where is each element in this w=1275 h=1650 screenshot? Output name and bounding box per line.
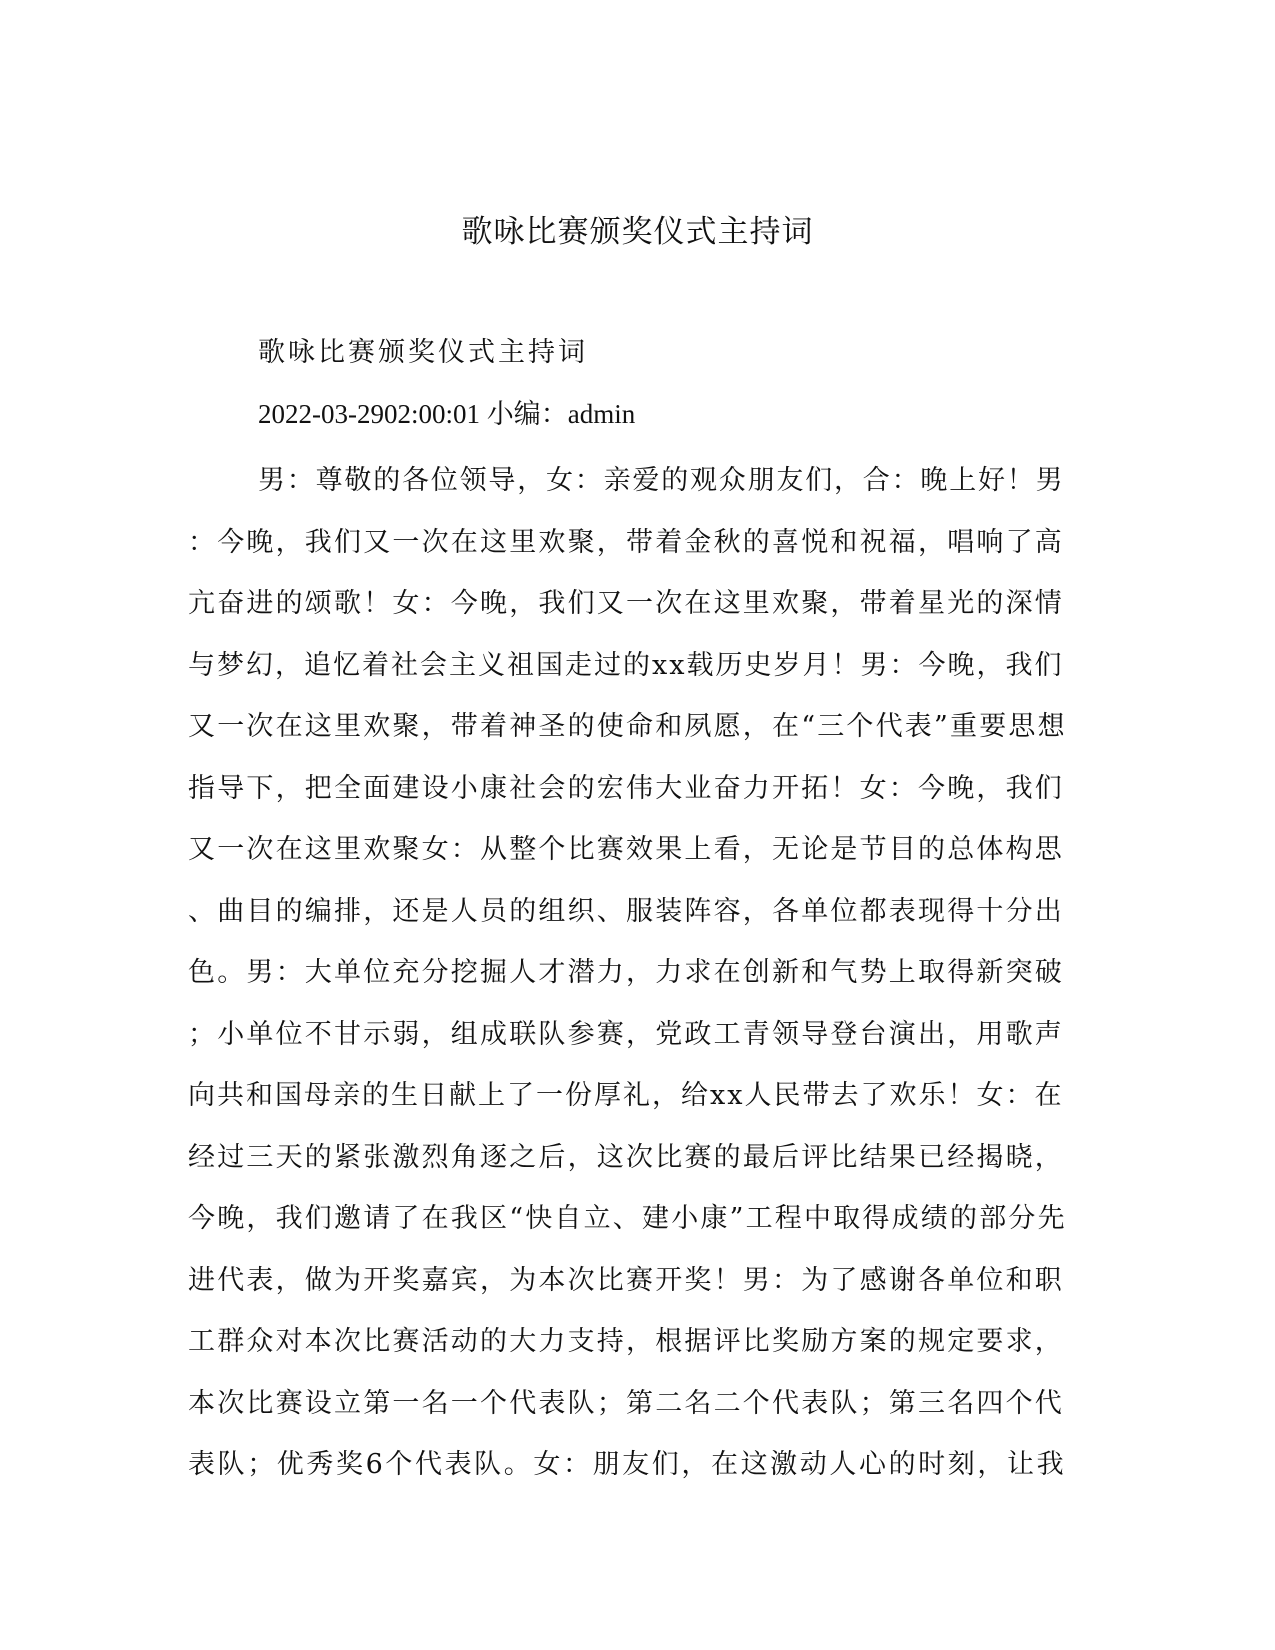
body-line: 经过三天的紧张激烈角逐之后，这次比赛的最后评比结果已经揭晓， <box>188 1141 1064 1173</box>
document-subtitle: 歌咏比赛颁奖仪式主持词 <box>258 337 588 368</box>
document-meta: 2022-03-2902:00:01 小编：admin <box>258 399 636 429</box>
body-line: ：今晚，我们又一次在这里欢聚，带着金秋的喜悦和祝福，唱响了高 <box>188 526 1064 558</box>
body-line: 与梦幻，追忆着社会主义祖国走过的xx载历史岁月！男：今晚，我们 <box>188 649 1064 681</box>
document-body <box>188 450 1068 1496</box>
body-line: 向共和国母亲的生日献上了一份厚礼，给xx人民带去了欢乐！女：在 <box>188 1080 1064 1111</box>
document-title: 歌咏比赛颁奖仪式主持词 <box>461 214 814 250</box>
body-line: 又一次在这里欢聚，带着神圣的使命和夙愿，在“三个代表”重要思想 <box>188 711 1067 742</box>
body-line: 表队；优秀奖6个代表队。女：朋友们，在这激动人心的时刻，让我 <box>188 1449 1067 1480</box>
body-line: 男：尊敬的各位领导，女：亲爱的观众朋友们，合：晚上好！男 <box>258 465 1065 496</box>
body-line: 又一次在这里欢聚女：从整个比赛效果上看，无论是节目的总体构思 <box>188 834 1064 865</box>
body-line: 本次比赛设立第一名一个代表队；第二名二个代表队；第三名四个代 <box>188 1387 1064 1419</box>
body-line: 指导下，把全面建设小康社会的宏伟大业奋力开拓！女：今晚，我们 <box>188 772 1064 804</box>
body-line: 亢奋进的颂歌！女：今晚，我们又一次在这里欢聚，带着星光的深情 <box>188 588 1064 619</box>
body-line: 工群众对本次比赛活动的大力支持，根据评比奖励方案的规定要求， <box>188 1326 1064 1357</box>
body-line: 色。男：大单位充分挖掘人才潜力，力求在创新和气势上取得新突破 <box>188 957 1064 988</box>
body-line: 今晚，我们邀请了在我区“快自立、建小康”工程中取得成绩的部分先 <box>188 1203 1067 1234</box>
body-line: ；小单位不甘示弱，组成联队参赛，党政工青领导登台演出，用歌声 <box>188 1018 1064 1050</box>
body-line: 进代表，做为开奖嘉宾，为本次比赛开奖！男：为了感谢各单位和职 <box>188 1264 1064 1296</box>
body-line: 、曲目的编排，还是人员的组织、服装阵容，各单位都表现得十分出 <box>188 895 1064 927</box>
